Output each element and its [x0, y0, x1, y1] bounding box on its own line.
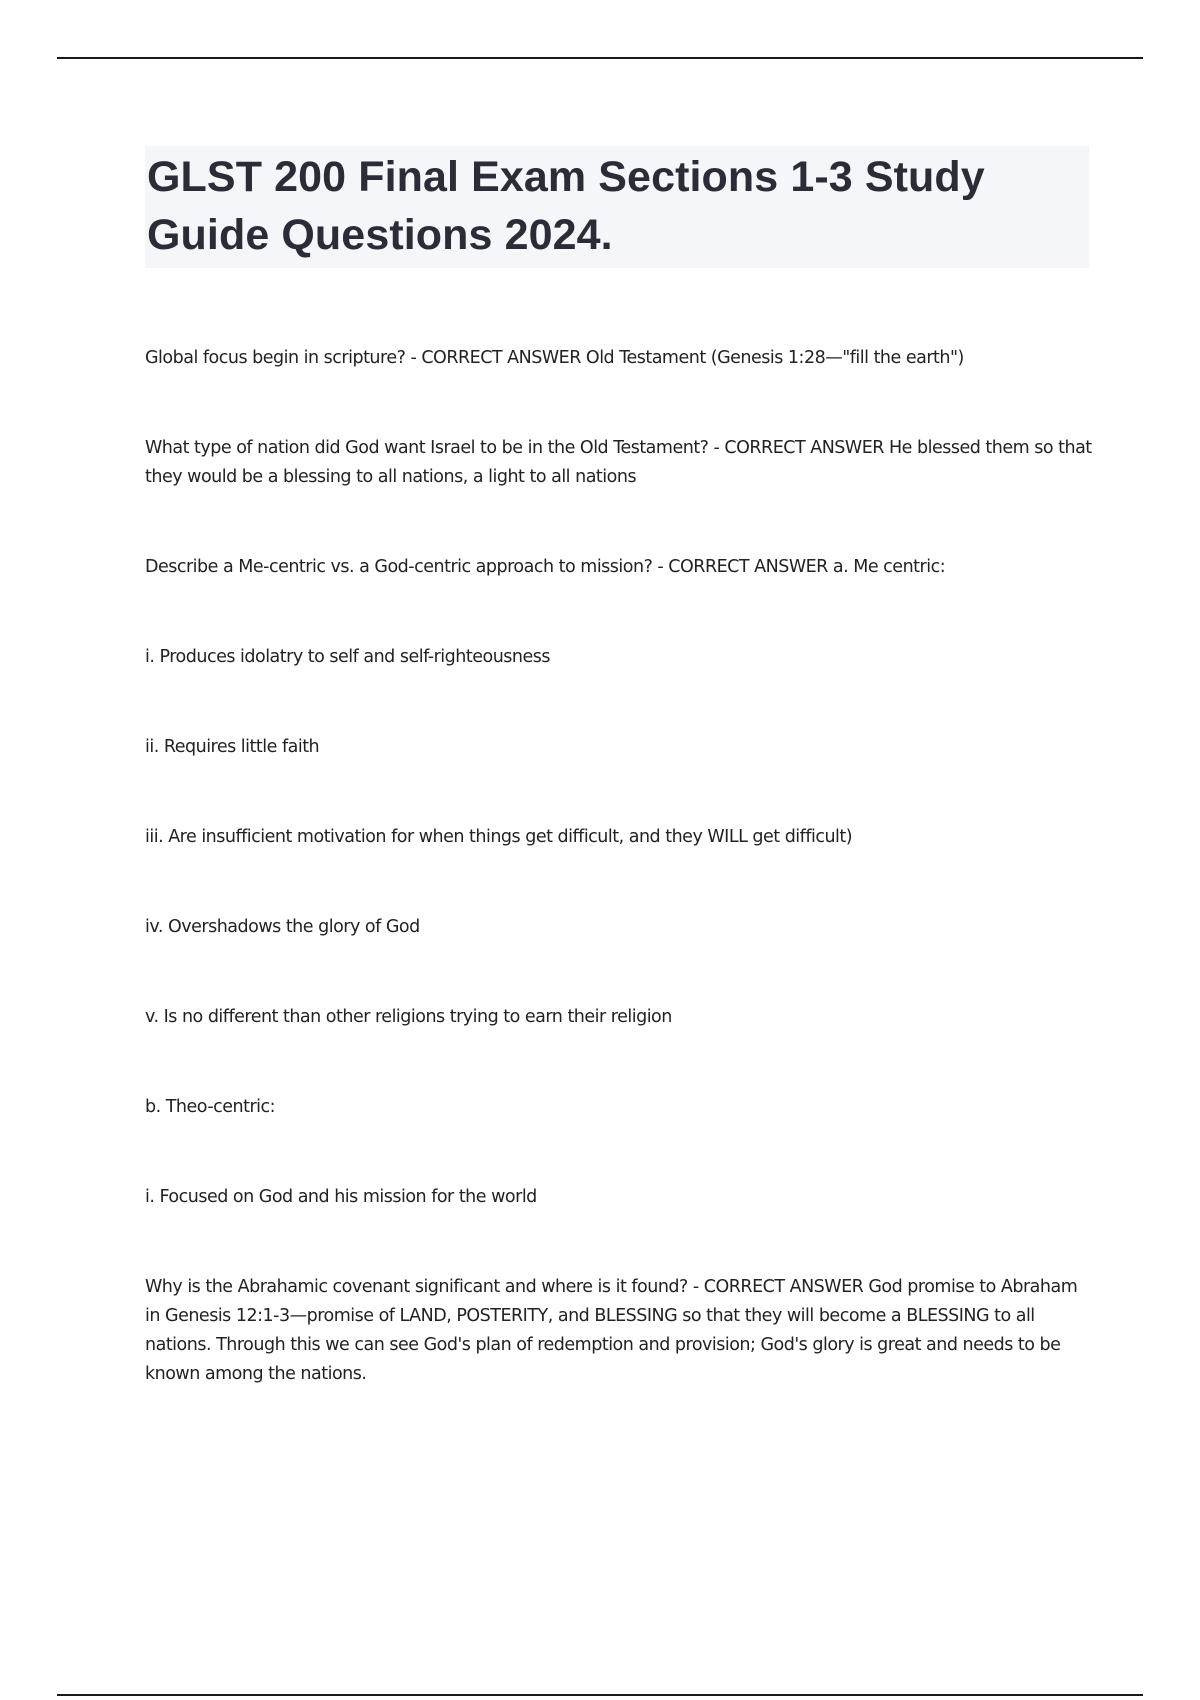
paragraph-abrahamic-covenant: Why is the Abrahamic covenant significant and where is it found? - CORRECT ANSWER God promise to Abraham in Genesis 12:1-3—promise of LAND, POSTERITY, and BLESSING so that they will become a BLESSING to all nations. Through this we can see God's plan of redemption and provision; God's glory is great and needs to be known among the nations.	[145, 1277, 1078, 1384]
paragraph-nation-type: What type of nation did God want Israel to be in the Old Testament? - CORRECT ANSWER He blessed them so that they would be a blessing to all nations, a light to all nations	[145, 438, 1092, 487]
title-block	[145, 146, 1089, 268]
paragraph-list-item: i. Focused on God and his mission for the world	[145, 1187, 537, 1207]
paragraph-list-item: ii. Requires little faith	[145, 737, 320, 757]
paragraph-list-item: i. Produces idolatry to self and self-righteousness	[145, 647, 551, 667]
document-body	[145, 344, 1095, 1389]
document-title: GLST 200 Final Exam Sections 1-3 Study Guide Questions 2024.	[147, 153, 985, 259]
bottom-divider	[57, 1694, 1143, 1696]
paragraph-list-item: iv. Overshadows the glory of God	[145, 917, 420, 937]
paragraph-global-focus: Global focus begin in scripture? - CORRECT ANSWER Old Testament (Genesis 1:28—"fill the earth")	[145, 348, 964, 368]
paragraph-list-item: iii. Are insufficient motivation for when things get difficult, and they WILL get difficult)	[145, 827, 853, 847]
top-divider	[57, 57, 1143, 59]
paragraph-theo-centric-heading: b. Theo-centric:	[145, 1097, 276, 1117]
paragraph-me-vs-god-centric: Describe a Me-centric vs. a God-centric approach to mission? - CORRECT ANSWER a. Me centric:	[145, 557, 946, 577]
paragraph-list-item: v. Is no different than other religions trying to earn their religion	[145, 1007, 672, 1027]
